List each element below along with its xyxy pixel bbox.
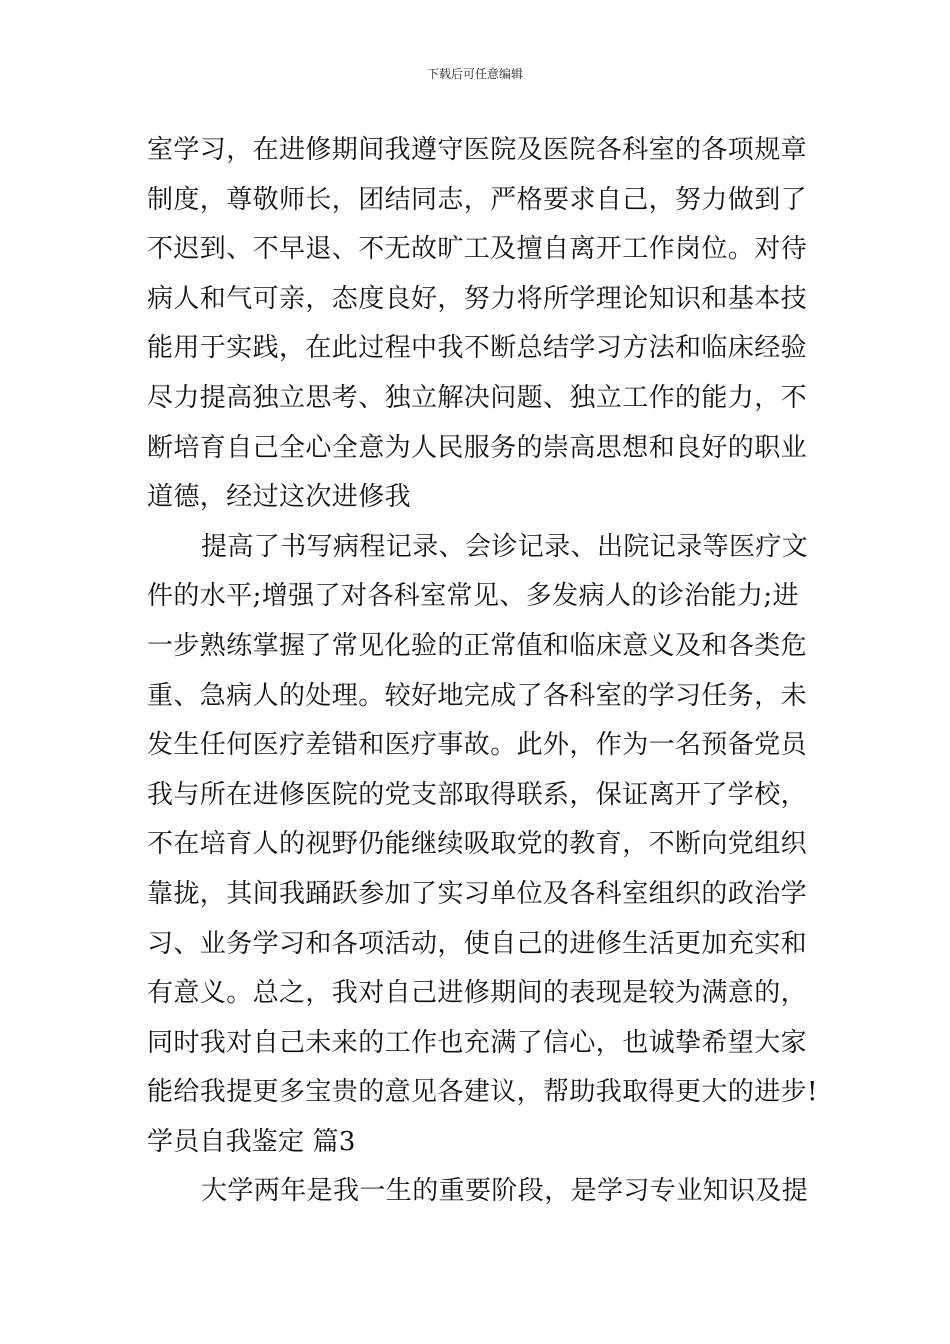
text-line: 我与所在进修医院的党支部取得联系，保证离开了学校， [147, 779, 808, 810]
text-line: 习、业务学习和各项活动，使自己的进修生活更加充实和 [147, 928, 808, 959]
text-line: 室学习，在进修期间我遵守医院及医院各科室的各项规章 [147, 135, 808, 165]
text-line: 有意义。总之，我对自己进修期间的表现是较为满意的， [147, 978, 808, 1009]
document-body [147, 126, 818, 1217]
text-line: 不在培育人的视野仍能继续吸取党的教育，不断向党组织 [147, 829, 808, 860]
header-note: 下载后可任意编辑 [426, 67, 523, 81]
text-line: 能用于实践，在此过程中我不断总结学习方法和临床经验 [147, 333, 808, 364]
text-line: 靠拢，其间我踊跃参加了实习单位及各科室组织的政治学 [147, 878, 808, 909]
paragraph-first-line: 大学两年是我一生的重要阶段，是学习专业知识及提 [201, 1176, 809, 1207]
text-line: 病人和气可亲，态度良好，努力将所学理论知识和基本技 [147, 283, 808, 314]
text-line: 尽力提高独立思考、独立解决问题、独立工作的能力，不 [147, 382, 808, 413]
text-line: 制度，尊敬师长，团结同志，严格要求自己，努力做到了 [147, 184, 808, 215]
text-line: 断培育自己全心全意为人民服务的崇高思想和良好的职业 [147, 432, 808, 463]
text-line: 重、急病人的处理。较好地完成了各科室的学习任务，未 [147, 680, 808, 711]
text-line: 同时我对自己未来的工作也充满了信心，也诚挚希望大家 [147, 1027, 808, 1058]
text-line: 发生任何医疗差错和医疗事故。此外，作为一名预备党员 [147, 730, 808, 761]
text-line: 件的水平;增强了对各科室常见、多发病人的诊治能力;进 [147, 581, 799, 612]
section-heading: 学员自我鉴定 篇3 [147, 1126, 356, 1157]
text-line: 不迟到、不早退、不无故旷工及擅自离开工作岗位。对待 [147, 234, 808, 265]
text-line: 能给我提更多宝贵的意见各建议，帮助我取得更大的进步! [147, 1077, 818, 1108]
text-line: 一步熟练掌握了常见化验的正常值和临床意义及和各类危 [147, 630, 808, 661]
paragraph-first-line: 提高了书写病程记录、会诊记录、出院记录等医疗文 [201, 531, 809, 562]
text-line: 道德，经过这次进修我 [147, 482, 412, 513]
